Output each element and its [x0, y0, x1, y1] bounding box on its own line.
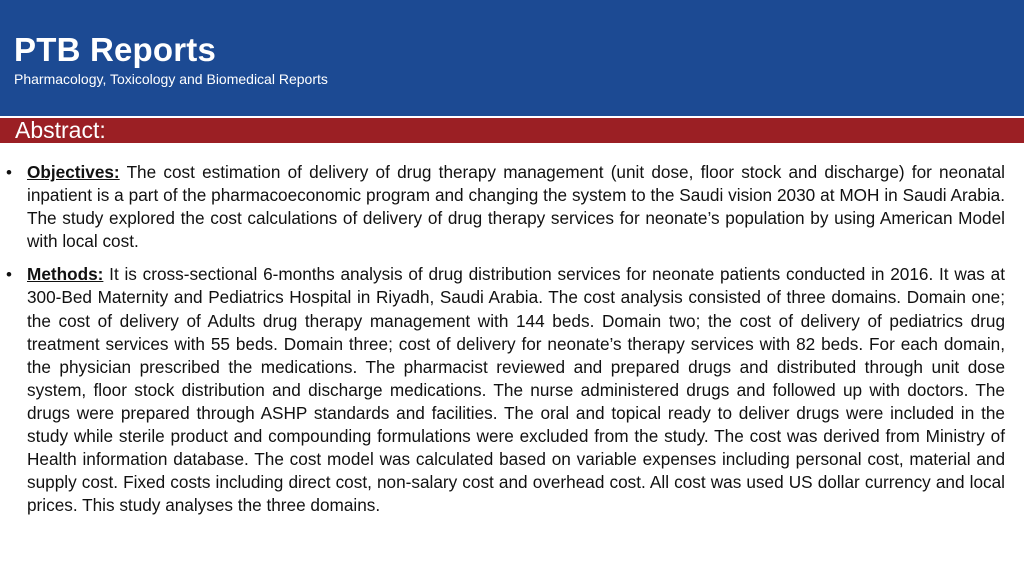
objectives-text: The cost estimation of delivery of drug therapy management (unit dose, floor stock and discharge) for neonatal inpatient is a part of the pharmacoeconomic program and changing the system to the Saudi vision 2030 at MOH in Saudi Arabia. The study explored the cost calculations of delivery of drug therapy services for neonate’s population by using American Model with local cost. — [27, 162, 1006, 252]
bullet-objectives — [0, 161, 1024, 253]
journal-header — [0, 0, 1024, 116]
bullet-icon: • — [6, 163, 12, 182]
journal-title: PTB Reports — [14, 31, 217, 68]
methods-label: Methods: — [27, 264, 104, 285]
bullet-methods — [0, 263, 1024, 517]
journal-subtitle: Pharmacology, Toxicology and Biomedical Reports — [14, 71, 328, 87]
section-title: Abstract: — [15, 117, 106, 143]
objectives-label: Objectives: — [27, 162, 120, 182]
section-band — [0, 118, 1024, 143]
abstract-content — [0, 161, 1024, 527]
bullet-icon: • — [6, 265, 12, 285]
methods-text: It is cross-sectional 6-months analysis of drug distribution services for neonate patients conducted in 2016. It was at 300-Bed Maternity and Pediatrics Hospital in Riyadh, Saudi Arabia. The cost analysis consisted of three domains. Domain one; the cost of delivery of Adults drug therapy management with 144 beds. Domain two; the cost of delivery of pediatrics drug treatment services with 55 beds. Domain three; cost of delivery for neonate’s therapy services with 82 beds. For each domain, the physician prescribed the medications. The pharmacist reviewed and prepared drugs and distributed through unit dose system, floor stock distribution and discharge medications. The nurse administered drugs and followed up with doctors. The drugs were prepared through ASHP standards and facilities. The oral and topical ready to deliver drugs were included in the study while sterile product and compounding formulations were excluded from the study. The cost was derived from Ministry of Health information database. The cost model was calculated based on variable expenses including personal cost, material and supply cost. Fixed costs including direct cost, non-salary cost and overhead cost. All cost was used US dollar currency and local prices. This study analyses the three domains. — [27, 264, 1005, 516]
